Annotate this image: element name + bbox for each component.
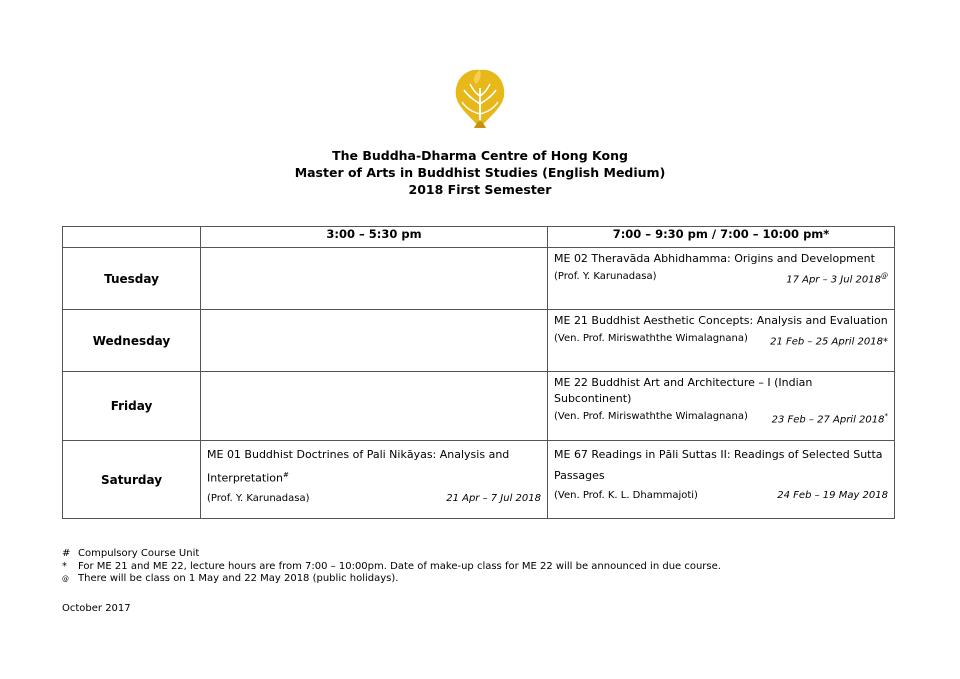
column-header-afternoon: 3:00 – 5:30 pm: [201, 227, 548, 248]
day-label: Tuesday: [63, 248, 201, 310]
afternoon-cell: [201, 441, 548, 519]
table-row: [63, 372, 895, 441]
professor-name: (Ven. Prof. Miriswaththe Wimalagnana): [554, 333, 748, 344]
course-title: ME 21 Buddhist Aesthetic Concepts: Analysis and Evaluation: [554, 314, 888, 327]
footnote-mark: *: [62, 560, 67, 572]
column-header-day: [63, 227, 201, 248]
footnote-mark: #: [62, 548, 71, 559]
footnote: [62, 573, 721, 586]
day-label: Friday: [63, 372, 201, 441]
professor-name: (Prof. Y. Karunadasa): [554, 271, 657, 282]
course-dates: 17 Apr – 3 Jul 2018@: [786, 272, 888, 286]
evening-cell: [548, 310, 895, 372]
professor-name: (Ven. Prof. K. L. Dhammajoti): [554, 490, 698, 501]
footnote: [62, 548, 721, 561]
table-row: [63, 441, 895, 519]
footnote-mark: *: [884, 412, 888, 420]
footnotes: [62, 548, 721, 586]
afternoon-cell: [201, 372, 548, 441]
footnote-text: There will be class on 1 May and 22 May 2018 (public holidays).: [78, 573, 399, 584]
footnote-text: For ME 21 and ME 22, lecture hours are from 7:00 – 10:00pm. Date of make-up class for ME 22 will be announced in due course.: [78, 560, 721, 572]
course-dates: 21 Apr – 7 Jul 2018: [446, 492, 541, 504]
course-title: ME 67 Readings in Pāli Suttas II: Readings of Selected Sutta Passages: [554, 448, 883, 482]
course-title: ME 01 Buddhist Doctrines of Pali Nikāyas: Analysis and Interpretation#: [207, 448, 510, 485]
day-label: Wednesday: [63, 310, 201, 372]
table-header-row: [63, 227, 895, 248]
course-dates: 21 Feb – 25 April 2018*: [770, 336, 888, 348]
course-title: ME 02 Theravāda Abhidhamma: Origins and Development: [554, 252, 875, 265]
footnote: [62, 561, 721, 574]
program-name: Master of Arts in Buddhist Studies (English Medium): [294, 165, 666, 180]
table-row: [63, 248, 895, 310]
evening-cell: [548, 441, 895, 519]
course-dates: 23 Feb – 27 April 2018*: [771, 412, 888, 426]
course-title: ME 22 Buddhist Art and Architecture – I (Indian Subcontinent): [554, 376, 813, 405]
table-row: [63, 310, 895, 372]
schedule-table: [62, 226, 895, 519]
column-header-evening: 7:00 – 9:30 pm / 7:00 – 10:00 pm*: [548, 227, 895, 248]
bodhi-leaf-icon: [448, 64, 512, 130]
evening-cell: [548, 248, 895, 310]
document-date: October 2017: [62, 603, 131, 614]
document-title: [0, 147, 960, 198]
org-name: The Buddha-Dharma Centre of Hong Kong: [332, 148, 628, 163]
footnote-mark: @: [62, 575, 69, 583]
footnote-mark: @: [881, 272, 888, 280]
professor-name: (Ven. Prof. Miriswaththe Wimalagnana): [554, 411, 748, 422]
professor-name: (Prof. Y. Karunadasa): [207, 492, 310, 504]
day-label: Saturday: [63, 441, 201, 519]
evening-cell: [548, 372, 895, 441]
footnote-mark: #: [282, 471, 289, 479]
afternoon-cell: [201, 310, 548, 372]
semester-name: 2018 First Semester: [408, 182, 552, 197]
course-dates: 24 Feb – 19 May 2018: [777, 490, 888, 501]
afternoon-cell: [201, 248, 548, 310]
footnote-text: Compulsory Course Unit: [78, 548, 200, 559]
